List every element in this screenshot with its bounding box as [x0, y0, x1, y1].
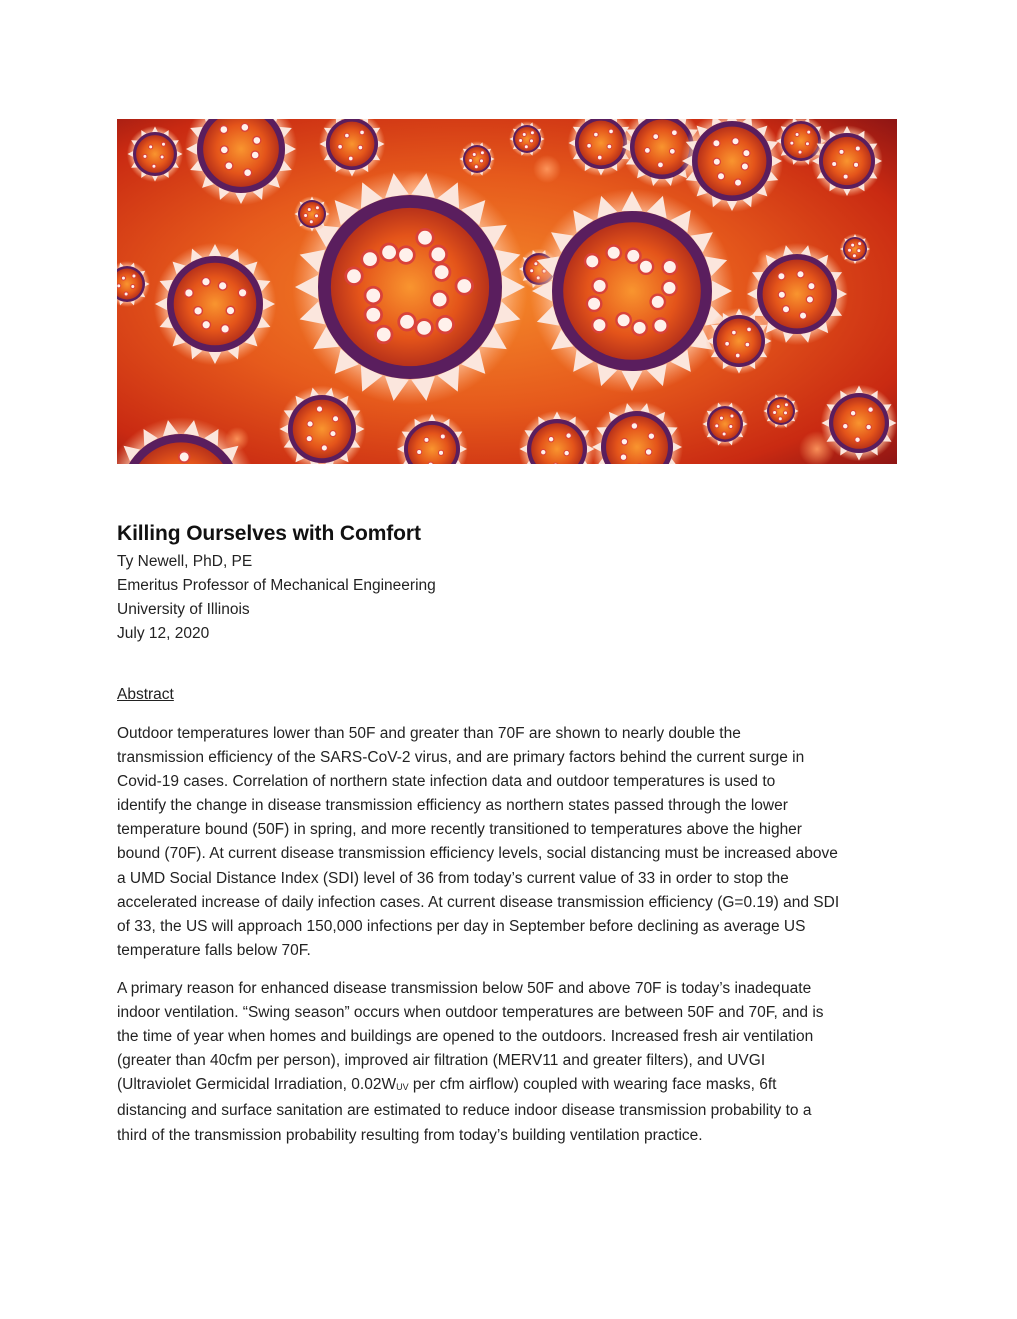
author-name: Ty Newell, PhD, PE [117, 553, 253, 570]
text-line: accelerated increase of daily infection cases. At current disease transmission efficiency (G=0.19) and SDI [117, 893, 840, 911]
virion-icon [530, 189, 735, 394]
virion-icon [746, 243, 848, 345]
virion-icon [840, 234, 871, 265]
text-line: indoor ventilation. “Swing season” occurs when outdoor temperatures are between 50F and 70F, and is [117, 1004, 824, 1022]
publication-date: July 12, 2020 [117, 625, 210, 642]
text-line: third of the transmission probability resulting from today’s building ventilation practice. [117, 1126, 703, 1144]
virion-icon [127, 126, 183, 182]
paper-title: Killing Ourselves with Comfort [117, 522, 421, 545]
text-line: transmission efficiency of the SARS-CoV-2 virus, and are primary factors behind the current surge in [117, 749, 805, 767]
text-line: the time of year when homes and buildings are opened to the outdoors. Increased fresh air ventilation [117, 1028, 814, 1046]
text-line: distancing and surface sanitation are estimated to reduce indoor disease transmission probability to a [117, 1102, 812, 1120]
text-line: (greater than 40cfm per person), improved air filtration (MERV11 and greater filters), and UVGI [117, 1052, 766, 1070]
abstract-paragraph-2 [117, 977, 899, 1148]
abstract-paragraph-1 [117, 722, 899, 963]
uv-subscript: UV [396, 1082, 409, 1093]
text-line: temperature falls below 70F. [117, 941, 311, 959]
author-institution: University of Illinois [117, 601, 250, 618]
uvgi-text-after: per cfm airflow) coupled with wearing face masks, 6ft [408, 1076, 777, 1094]
text-line: Covid-19 cases. Correlation of northern state infection data and outdoor temperatures is used to [117, 773, 776, 791]
virion-icon [294, 196, 330, 232]
text-line: A primary reason for enhanced disease transmission below 50F and above 70F is today’s inadequate [117, 980, 812, 997]
coronavirus-hero-image [117, 119, 897, 464]
uvgi-text-before: (Ultraviolet Germicidal Irradiation, 0.02W [117, 1076, 397, 1094]
virion-icon [811, 125, 883, 197]
virion-icon [821, 385, 897, 462]
virion-icon [292, 169, 528, 405]
virion-icon [763, 393, 799, 429]
text-line: of 33, the US will approach 150,000 infections per day in September before declining as average US [117, 917, 806, 935]
virion-icon [154, 243, 277, 366]
text-line: Outdoor temperatures lower than 50F and greater than 70F are shown to nearly double the [117, 725, 741, 742]
text-line-uvgi [117, 1073, 899, 1099]
virion-icon [459, 141, 495, 177]
author-position: Emeritus Professor of Mechanical Engineering [117, 577, 436, 594]
abstract-heading: Abstract [117, 686, 174, 703]
virion-icon [509, 121, 545, 157]
text-line: a UMD Social Distance Index (SDI) level of 36 from today’s current value of 33 in order to stop the [117, 869, 789, 887]
text-line: temperature bound (50F) in spring, and more recently transitioned to temperatures above the higher [117, 821, 802, 839]
virion-icon [702, 401, 748, 447]
text-line: identify the change in disease transmission efficiency as northern states passed through the lower [117, 797, 788, 815]
text-line: bound (70F). At current disease transmission efficiency levels, social distancing must be increased above [117, 845, 838, 863]
